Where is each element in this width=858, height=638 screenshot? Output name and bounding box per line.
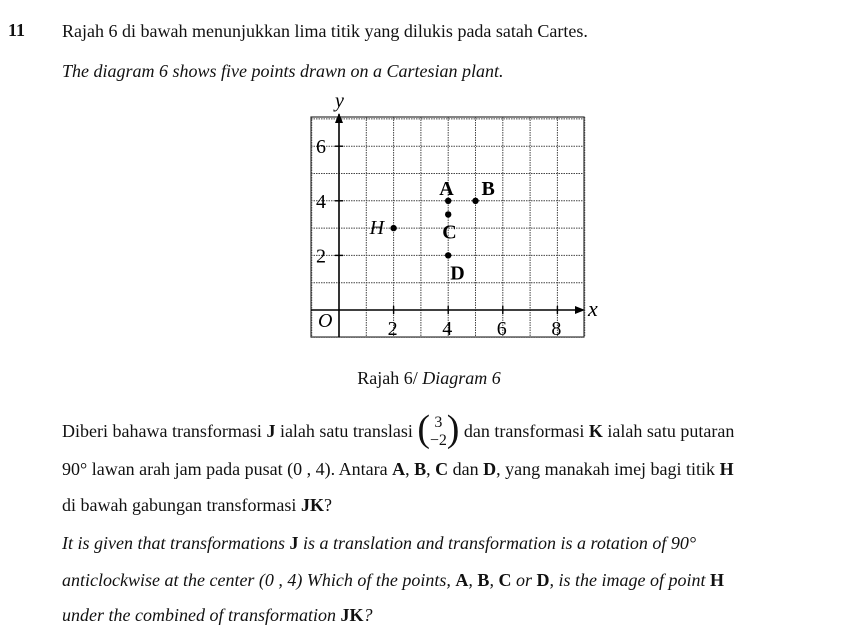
y-axis-label: y xyxy=(335,90,344,112)
x-tick-label: 8 xyxy=(551,318,562,340)
point-label-H: H xyxy=(369,217,385,240)
question-intro-english: The diagram 6 shows five points drawn on a Cartesian plant. xyxy=(62,61,504,81)
point-label-D: D xyxy=(450,262,465,285)
english-para-line3: under the combined of transformation JK? xyxy=(62,605,373,625)
english-para-line2: anticlockwise at the center (0 , 4) Which of the points, A, B, C or D, is the image of point H xyxy=(62,570,724,590)
y-axis-arrow xyxy=(335,113,343,123)
point-C xyxy=(445,211,451,217)
point-label-A: A xyxy=(439,177,454,200)
x-tick-label: 6 xyxy=(496,318,507,340)
x-tick-label: 4 xyxy=(442,318,453,340)
translation-vector: ( 3 −2 ) xyxy=(417,408,460,450)
malay-para-line2: 90° lawan arah jam pada pusat (0 , 4). Antara A, B, C dan D, yang manakah imej bagi titik H xyxy=(62,459,734,479)
point-label-C: C xyxy=(442,221,457,244)
y-tick-label: 4 xyxy=(316,190,326,213)
english-para-line1: It is given that transformations J is a translation and transformation is a rotation of 90° xyxy=(62,533,697,553)
point-B xyxy=(472,198,478,204)
question-intro-malay: Rajah 6 di bawah menunjukkan lima titik yang dilukis pada satah Cartes. xyxy=(62,21,588,41)
malay-para-line3: di bawah gabungan transformasi JK? xyxy=(62,495,332,515)
point-D xyxy=(445,252,451,258)
question-number: 11 xyxy=(8,20,26,40)
y-tick-label: 6 xyxy=(316,136,326,159)
origin-label: O xyxy=(318,310,333,332)
point-H xyxy=(390,225,396,231)
point-label-B: B xyxy=(481,177,495,200)
y-tick-label: 2 xyxy=(316,245,326,268)
diagram-caption xyxy=(0,368,858,389)
x-tick-label: 2 xyxy=(387,318,398,340)
caption-english: Diagram 6 xyxy=(422,368,501,388)
x-axis-label: x xyxy=(588,296,598,321)
caption-malay: Rajah 6/ xyxy=(357,368,423,388)
malay-para-line1: Diberi bahawa transformasi J ialah satu translasi ( 3 −2 ) dan transformasi K ialah satu putaran xyxy=(62,413,734,453)
